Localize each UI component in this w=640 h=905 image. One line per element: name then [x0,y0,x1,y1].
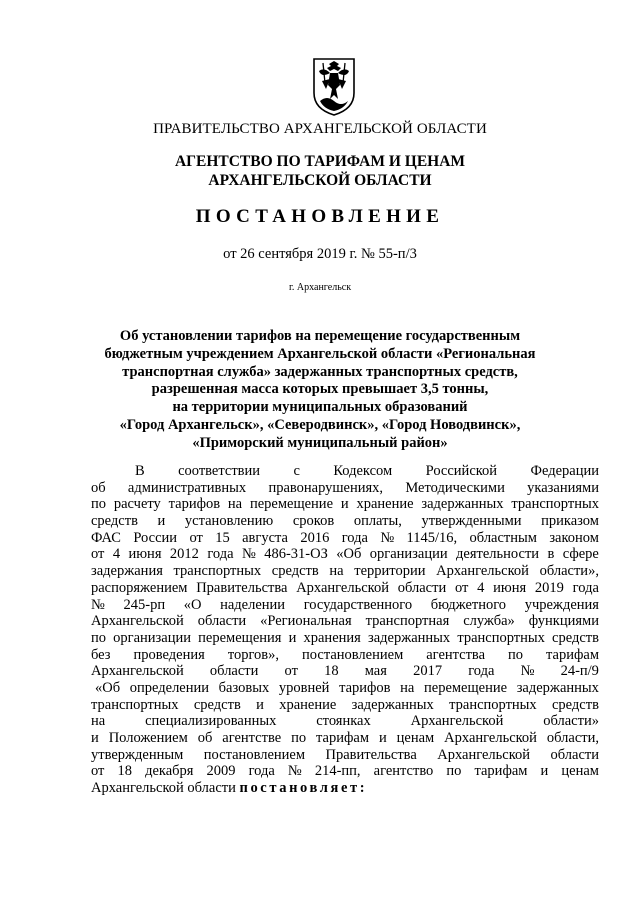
body-word: года [248,763,275,780]
body-word: 214-пп, [314,763,361,780]
body-line [91,480,599,497]
body-line [91,680,599,697]
body-word: № [241,546,256,563]
body-word: тарифов [339,679,391,696]
body-word: постановлением [302,646,404,663]
body-word: средств [552,629,599,646]
body-word: задержанных [367,629,451,646]
body-word: года [207,546,234,563]
body-word: деятельности [456,546,540,563]
body-word: организации [113,629,192,646]
body-word: Архангельской [444,730,537,746]
body-word: Архангельской [437,746,531,763]
body-line [91,713,599,730]
body-line [91,647,599,664]
body-word: Российской [425,463,498,479]
body-line [91,546,599,563]
body-word: агентстве [222,730,282,746]
body-word: года [572,579,599,596]
body-line [91,730,599,747]
body-word: 486-31-ОЗ [264,546,328,563]
body-word: транспортных [449,696,537,713]
coat-of-arms-icon [310,55,358,117]
body-word: административных [127,479,247,496]
body-word: с [293,463,300,479]
body-word: декабря [145,763,194,780]
body-word: по [446,763,462,780]
body-word: ФАС [91,529,121,546]
body-word: 2019 [534,579,564,596]
body-word: средств [91,513,138,530]
body-word: об [197,730,213,746]
body-line [91,663,599,680]
body-word: 2016 [300,529,330,546]
body-word: без [91,646,111,663]
body-word: агентство [373,763,434,780]
body-word: транспортная [365,613,450,630]
resolves-verb: постановляет: [239,780,368,797]
body-word: области [397,579,447,596]
body-word: ценам [396,730,435,746]
body-word: 4 [477,579,485,596]
body-word: июня [493,579,527,596]
body-word: оплаты, [353,513,402,530]
body-word: тарифам [546,646,599,663]
body-line [91,613,599,630]
body-word: области [550,746,599,763]
subject-line: на территории муниципальных образований [172,399,468,416]
body-word: на [400,679,415,696]
body-word: 24-п/9 [560,663,599,680]
body-word: 18 [324,663,339,680]
body-word: Архангельской [91,613,184,630]
government-name: ПРАВИТЕЛЬСТВО АРХАНГЕЛЬСКОЙ ОБЛАСТИ [153,121,487,137]
body-word: 2012 [169,546,199,563]
body-word: Правительства [325,746,417,763]
body-word: мая [364,663,387,680]
body-word: перемещения [198,629,282,646]
body-word: указаниями [527,479,599,496]
body-word: и [91,730,99,746]
body-word: областным [469,529,537,546]
body-final-text: Архангельской области [91,780,240,797]
city-name: г. Архангельск [288,282,352,293]
body-word: № [287,763,302,780]
body-word: области», [539,563,599,580]
body-word: специализированных [145,713,277,730]
body-word: транспортных [173,563,262,580]
body-word: по [291,730,307,746]
body-word: в [547,546,555,563]
subject-line: Об установлении тарифов на перемещение государственным [119,328,521,344]
body-word: от [189,529,203,546]
body-line [91,697,599,714]
body-word: проведения [133,646,205,663]
body-word: расчету [113,496,161,513]
body-word: 18 [117,763,132,780]
body-word: области» [543,713,599,730]
body-word: утвержденными [421,513,522,530]
body-word: 1145/16, [406,529,458,546]
body-word: сроков [292,513,335,530]
subject-line: «Город Архангельск», «Северодвинск», «Город Новодвинск», [119,416,521,433]
body-word: области [209,663,259,680]
body-word: задержанных [421,496,504,513]
body-word: агентства [426,646,486,663]
body-word: 2009 [206,763,236,780]
body-word: стоянках [316,713,371,730]
body-word: хранения [303,629,361,646]
body-word: распоряжением [91,579,188,596]
body-word: законом [549,529,599,546]
body-word: на [329,563,344,580]
body-word: организации [369,546,448,563]
body-word: правонарушениях, [268,479,384,496]
body-word: Положением [108,730,188,746]
body-word: и [157,513,166,530]
body-word: учреждения [524,596,599,613]
body-word: хранение [279,696,337,713]
body-word: уровней [278,679,330,696]
body-word: утвержденным [91,746,184,763]
body-word: и [288,629,297,646]
body-word: на [227,496,243,513]
body-word: № [520,663,535,680]
body-word: В [135,463,145,479]
decree-subject [100,328,540,453]
body-word: 245-рп [123,596,166,613]
body-word: Архангельской [91,663,184,680]
subject-line: разрешенная масса которых превышает 3,5 тонны, [151,381,489,398]
body-word: от [91,763,105,780]
body-word: от [284,663,298,680]
body-word: Методическими [405,479,505,496]
body-word: государственного [303,596,413,613]
body-line [91,513,599,530]
body-word: области [197,613,247,630]
body-word: 2017 [413,663,443,680]
body-word: «Об [95,679,121,696]
body-word: № [380,529,395,546]
body-word: «Об [336,546,362,563]
body-line-final [91,780,599,797]
body-word: № [91,596,105,613]
body-word: служба» [463,613,515,630]
decree-title: ПОСТАНОВЛЕНИЕ [195,206,445,227]
body-word: задержанных [351,696,434,713]
body-word: наделении [220,596,286,613]
body-word: года [468,663,495,680]
body-word: бюджетного [430,596,507,613]
agency-line: АРХАНГЕЛЬСКОЙ ОБЛАСТИ [208,172,432,189]
agency-name [0,152,640,190]
body-line [91,463,599,480]
body-word: установлению [184,513,274,530]
body-word: соответствии [178,463,261,479]
body-word: средств [271,563,319,580]
body-word: тарифам [316,730,370,746]
body-word: перемещение [424,679,508,696]
body-word: перемещение [249,496,334,513]
body-word: базовых [218,679,270,696]
body-word: и [256,696,264,713]
body-word: территории [354,563,426,580]
body-word: тарифов [168,496,221,513]
body-word: тарифам [474,763,528,780]
body-word: задержания [91,563,163,580]
subject-line: бюджетным учреждением Архангельской области «Региональная [104,345,536,362]
body-line [91,747,599,764]
body-word: средств [552,696,599,713]
body-word: «Региональная [260,613,352,630]
body-word: Правительства [196,579,288,596]
body-word: по [508,646,524,663]
body-word: по [91,496,107,513]
body-word: транспортных [511,496,599,513]
subject-line: транспортная служба» задержанных транспортных средств, [122,363,518,380]
body-word: об [91,479,106,496]
body-word: и [540,763,549,780]
body-line [91,630,599,647]
body-word: и [340,496,349,513]
body-word: 4 [112,546,121,563]
body-word: Архангельской [436,563,529,580]
body-word: хранение [356,496,414,513]
subject-line: «Приморский муниципальный район» [192,434,448,451]
body-word: июня [128,546,162,563]
body-line [91,763,599,780]
agency-line: АГЕНТСТВО ПО ТАРИФАМ И ЦЕНАМ [174,153,466,170]
body-line [91,530,599,547]
body-word: задержанных [516,679,599,696]
body-line [91,496,599,513]
body-word: на [91,713,106,730]
body-word: постановлением [203,746,306,763]
body-word: года [341,529,368,546]
body-line [91,563,599,580]
body-word: торгов», [227,646,280,663]
body-word: и [378,730,387,746]
body-word: от [91,546,105,563]
body-word: транспортных [457,629,545,646]
body-word: от [454,579,469,596]
body-word: сфере [562,546,599,563]
body-line [91,580,599,597]
body-word: Кодексом [333,463,393,479]
body-word: Архангельской [410,713,504,730]
body-word: «О [183,596,202,613]
body-word: приказом [541,513,599,530]
body-word: Федерации [530,463,599,479]
body-word: функциями [528,613,599,630]
body-word: августа [242,529,288,546]
body-word: по [91,629,107,646]
body-word: области, [546,730,599,746]
body-word: средств [193,696,241,713]
body-word: России [133,529,178,546]
body-word: транспортных [91,696,179,713]
body-line [91,597,599,614]
decree-body [91,463,599,797]
body-word: 15 [215,529,230,546]
body-word: Архангельской [296,579,389,596]
body-word: ценам [561,763,599,780]
body-word: определении [129,679,210,696]
decree-date-number: от 26 сентября 2019 г. № 55-п/3 [223,246,417,262]
